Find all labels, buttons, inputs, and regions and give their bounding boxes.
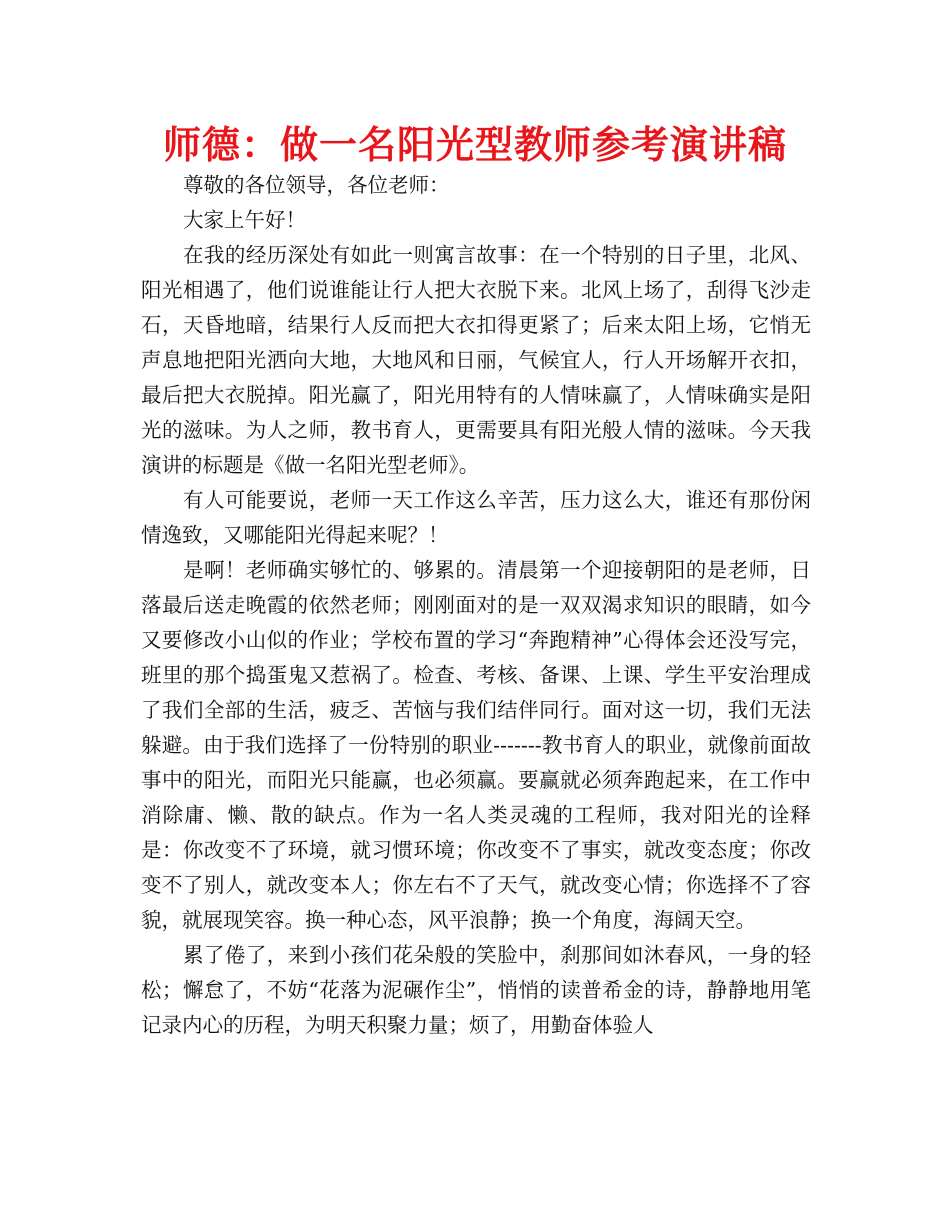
body-paragraph: 有人可能要说，老师一天工作这么辛苦，压力这么大，谁还有那份闲情逸致，又哪能阳光得起来呢？！: [141, 488, 811, 547]
body-paragraph: 是啊！老师确实够忙的、够累的。清晨第一个迎接朝阳的是老师，日落最后送走晚霞的依然老师；刚刚面对的是一双双渴求知识的眼睛，如今又要修改小山似的作业；学校布置的学习“奔跑精神”心得体会还没写完，班里的那个捣蛋鬼又惹祸了。检查、考核、备课、上课、学生平安治理成了我们全部的生活，疲乏、苦恼与我们结伴同行。面对这一切，我们无法躲避。由于我们选择了一份特别的职业-------教书育人的职业，就像前面故事中的阳光，而阳光只能赢，也必须赢。要赢就必须奔跑起来，在工作中消除庸、懒、散的缺点。作为一名人类灵魂的工程师，我对阳光的诠释是：你改变不了环境，就习惯环境；你改变不了事实，就改变态度；你改变不了别人，就改变本人；你左右不了天气，就改变心情；你选择不了容貌，就展现笑容。换一种心态，风平浪静；换一个角度，海阔天空。: [141, 558, 811, 932]
document-title: 师德：做一名阳光型教师参考演讲稿: [162, 123, 787, 167]
body-paragraph: 累了倦了，来到小孩们花朵般的笑脸中，刹那间如沐春风，一身的轻松；懈怠了，不妨“花落为泥碾作尘”，悄悄的读普希金的诗，静静地用笔记录内心的历程，为明天积聚力量；烦了，用勤奋体验人: [141, 943, 811, 1037]
body-paragraph: 在我的经历深处有如此一则寓言故事：在一个特别的日子里，北风、阳光相遇了，他们说谁能让行人把大衣脱下来。北风上场了，刮得飞沙走石，天昏地暗，结果行人反而把大衣扣得更紧了；后来太阳上场，它悄无声息地把阳光洒向大地，大地风和日丽，气候宜人，行人开场解开衣扣，最后把大衣脱掉。阳光赢了，阳光用特有的人情味赢了，人情味确实是阳光的滋味。为人之师，教书育人，更需要具有阳光般人情的滋味。今天我演讲的标题是《做一名阳光型老师》。: [141, 243, 811, 477]
document-body: [141, 168, 811, 1043]
salutation-paragraph: 尊敬的各位领导，各位老师：: [183, 173, 450, 197]
greeting-paragraph: 大家上午好！: [183, 208, 306, 232]
